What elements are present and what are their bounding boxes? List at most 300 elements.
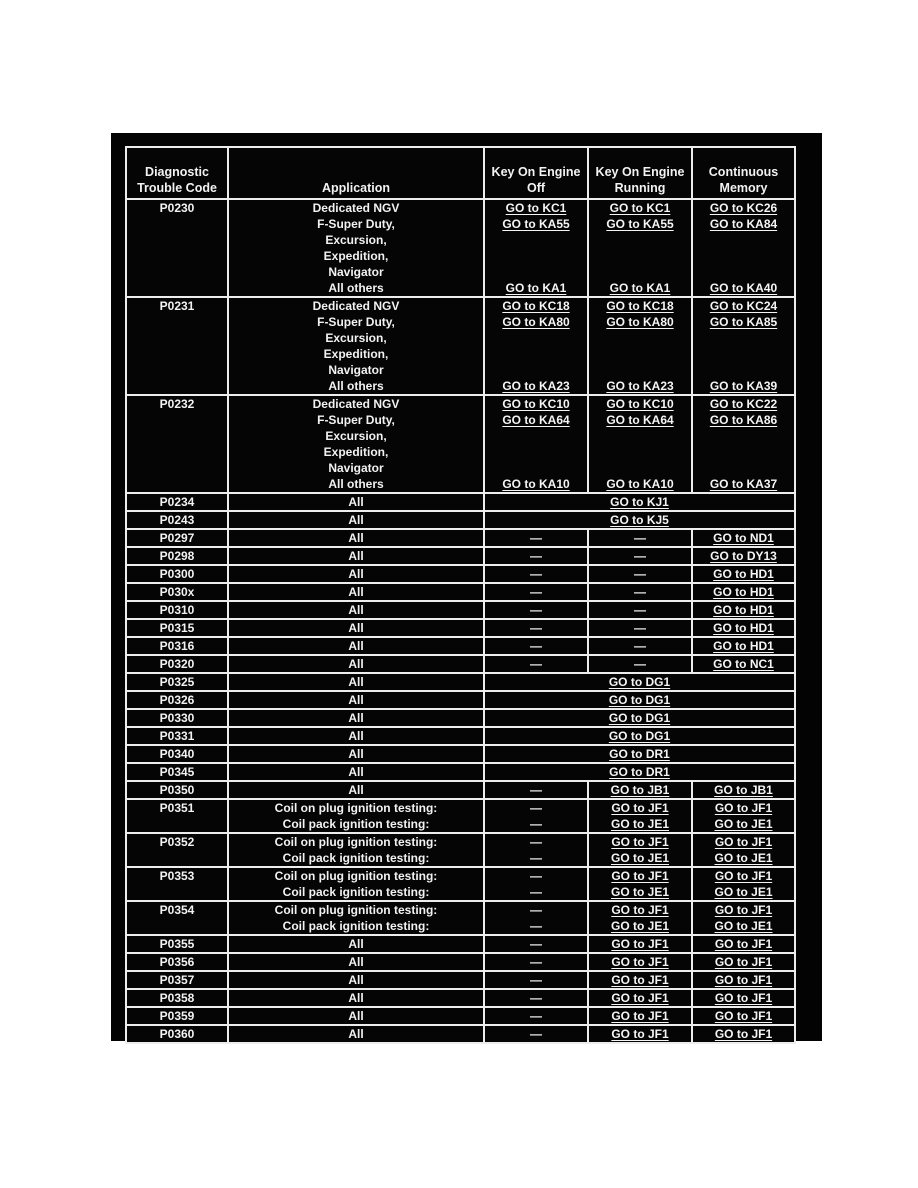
go-to-link[interactable]: GO to JB1 (610, 783, 670, 797)
go-to-link[interactable]: GO to DG1 (608, 675, 671, 689)
go-to-link[interactable]: GO to JF1 (611, 1027, 669, 1041)
go-to-link[interactable]: GO to KA85 (709, 315, 778, 329)
merged-go-cell (484, 493, 795, 511)
go-to-link[interactable]: GO to KA1 (609, 281, 671, 295)
cell-line: Coil on plug ignition testing: (274, 835, 438, 849)
column-header-continuous-memory (692, 147, 795, 199)
go-to-link[interactable]: GO to KC10 (606, 397, 674, 411)
cell-line (485, 314, 587, 330)
go-to-link[interactable]: GO to KC18 (502, 299, 570, 313)
empty-line (693, 460, 794, 476)
application-cell (228, 867, 484, 901)
go-to-link[interactable]: GO to DR1 (609, 747, 670, 761)
empty-line (589, 362, 691, 378)
go-to-link[interactable]: GO to JF1 (714, 991, 773, 1005)
go-to-link[interactable]: GO to JE1 (610, 851, 669, 865)
go-to-link[interactable]: GO to JF1 (714, 955, 773, 969)
cell-line (589, 936, 691, 952)
go-to-link[interactable]: GO to KC1 (609, 201, 671, 215)
go-to-link[interactable]: GO to JF1 (611, 937, 669, 951)
dtc-code: P0243 (159, 513, 195, 527)
go-to-link[interactable]: GO to JF1 (714, 869, 773, 883)
cell-line: All (348, 567, 364, 581)
merged-go-cell (484, 511, 795, 529)
table-row (126, 637, 795, 655)
cell-line (693, 656, 794, 672)
key-on-engine-running-cell (588, 867, 692, 901)
cell-line (693, 1026, 794, 1042)
cell-line (485, 764, 794, 780)
cell-line (693, 530, 794, 546)
cell-line (589, 476, 691, 492)
go-to-link[interactable]: GO to JE1 (714, 919, 773, 933)
key-on-engine-off-cell (484, 971, 588, 989)
go-to-link[interactable]: GO to KA84 (709, 217, 778, 231)
dtc-code: P0358 (159, 991, 195, 1005)
go-to-link[interactable]: GO to JF1 (611, 835, 669, 849)
table-row (126, 529, 795, 547)
cell-line: Excursion, (325, 331, 387, 345)
cell-line (589, 884, 691, 900)
go-to-link[interactable]: GO to HD1 (713, 621, 774, 635)
dtc-code-cell (126, 601, 228, 619)
empty-line (693, 428, 794, 444)
cell-line: All (348, 937, 364, 951)
empty-line (485, 232, 587, 248)
application-cell (228, 935, 484, 953)
dtc-code: P0352 (159, 835, 195, 849)
cell-line (589, 298, 691, 314)
key-on-engine-running-cell (588, 529, 692, 547)
cell-line (485, 494, 794, 510)
continuous-memory-cell (692, 619, 795, 637)
key-on-engine-off-cell (484, 395, 588, 493)
cell-line: Coil pack ignition testing: (282, 851, 430, 865)
go-to-link[interactable]: GO to KC24 (709, 299, 778, 313)
go-to-link[interactable]: GO to KC10 (502, 397, 570, 411)
cell-line (693, 476, 794, 492)
go-to-link[interactable]: GO to KA1 (505, 281, 567, 295)
cell-line: Coil pack ignition testing: (282, 919, 430, 933)
go-to-link[interactable]: GO to DG1 (608, 729, 671, 743)
go-to-link[interactable]: GO to JF1 (611, 903, 669, 917)
cell-line: — (530, 801, 542, 815)
go-to-link[interactable]: GO to KA40 (709, 281, 778, 295)
go-to-link[interactable]: GO to KA64 (606, 413, 674, 427)
empty-line (693, 362, 794, 378)
cell-line: — (530, 585, 542, 599)
key-on-engine-running-cell (588, 395, 692, 493)
cell-line (589, 378, 691, 394)
cell-line: — (634, 621, 646, 635)
cell-line: Coil pack ignition testing: (282, 817, 430, 831)
key-on-engine-off-cell (484, 655, 588, 673)
dtc-code: P0315 (159, 621, 195, 635)
cell-line: Expedition, (323, 249, 389, 263)
cell-line (485, 746, 794, 762)
application-cell (228, 1007, 484, 1025)
cell-line (693, 884, 794, 900)
continuous-memory-cell (692, 583, 795, 601)
go-to-link[interactable]: GO to JF1 (714, 973, 773, 987)
application-cell (228, 691, 484, 709)
key-on-engine-running-cell (588, 935, 692, 953)
cell-line: All (348, 621, 364, 635)
cell-line: — (634, 639, 646, 653)
continuous-memory-cell (692, 1025, 795, 1043)
go-to-link[interactable]: GO to KA39 (709, 379, 778, 393)
cell-line: All others (328, 281, 384, 295)
go-to-link[interactable]: GO to KA64 (502, 413, 570, 427)
go-to-link[interactable]: GO to KA55 (502, 217, 570, 231)
empty-line (485, 362, 587, 378)
application-cell (228, 763, 484, 781)
dtc-code: P0234 (159, 495, 195, 509)
table-row (126, 395, 795, 493)
dtc-code: P0355 (159, 937, 195, 951)
table-row (126, 709, 795, 727)
cell-line: — (530, 621, 542, 635)
key-on-engine-running-cell (588, 799, 692, 833)
go-to-link[interactable]: GO to HD1 (713, 639, 774, 653)
cell-line (693, 782, 794, 798)
dtc-code: P0232 (159, 397, 195, 411)
dtc-code: P0354 (159, 903, 195, 917)
go-to-link[interactable]: GO to JF1 (714, 1027, 773, 1041)
merged-go-cell (484, 673, 795, 691)
go-to-link[interactable]: GO to KA10 (606, 477, 674, 491)
go-to-link[interactable]: GO to JF1 (611, 973, 669, 987)
go-to-link[interactable]: GO to JF1 (611, 801, 669, 815)
key-on-engine-off-cell (484, 989, 588, 1007)
table-row (126, 781, 795, 799)
header-line: Application (321, 181, 391, 195)
empty-line (693, 248, 794, 264)
key-on-engine-running-cell (588, 901, 692, 935)
go-to-link[interactable]: GO to KC1 (505, 201, 567, 215)
empty-line (589, 444, 691, 460)
cell-line (485, 412, 587, 428)
go-to-link[interactable]: GO to JE1 (714, 817, 773, 831)
go-to-link[interactable]: GO to JF1 (611, 955, 669, 969)
continuous-memory-cell (692, 971, 795, 989)
application-cell (228, 781, 484, 799)
cell-line: All (348, 513, 364, 527)
dtc-code: P0326 (159, 693, 195, 707)
dtc-code-cell (126, 1025, 228, 1043)
continuous-memory-cell (692, 547, 795, 565)
key-on-engine-off-cell (484, 935, 588, 953)
cell-line (693, 902, 794, 918)
dtc-code: P0359 (159, 1009, 195, 1023)
cell-line (589, 902, 691, 918)
cell-line (589, 280, 691, 296)
cell-line (693, 602, 794, 618)
key-on-engine-running-cell (588, 583, 692, 601)
cell-line (693, 1008, 794, 1024)
table-row (126, 1007, 795, 1025)
go-to-link[interactable]: GO to KA23 (502, 379, 570, 393)
go-to-link[interactable]: GO to JF1 (714, 1009, 773, 1023)
key-on-engine-running-cell (588, 297, 692, 395)
cell-line (589, 850, 691, 866)
continuous-memory-cell (692, 637, 795, 655)
application-cell (228, 565, 484, 583)
merged-go-cell (484, 727, 795, 745)
cell-line (693, 816, 794, 832)
cell-line: — (530, 937, 542, 951)
table-row (126, 511, 795, 529)
cell-line: — (530, 1027, 542, 1041)
cell-line (485, 728, 794, 744)
cell-line (693, 868, 794, 884)
go-to-link[interactable]: GO to JF1 (714, 835, 773, 849)
key-on-engine-off-cell (484, 601, 588, 619)
table-row (126, 493, 795, 511)
go-to-link[interactable]: GO to JF1 (611, 869, 669, 883)
application-cell (228, 583, 484, 601)
go-to-link[interactable]: GO to DR1 (609, 765, 670, 779)
cell-line: — (530, 783, 542, 797)
empty-line (693, 232, 794, 248)
application-cell (228, 673, 484, 691)
cell-line: Coil on plug ignition testing: (274, 801, 438, 815)
go-to-link[interactable]: GO to KC26 (709, 201, 778, 215)
dtc-code-cell (126, 935, 228, 953)
go-to-link[interactable]: GO to JF1 (714, 937, 773, 951)
cell-line (693, 834, 794, 850)
continuous-memory-cell (692, 655, 795, 673)
cell-line: — (530, 639, 542, 653)
dtc-code-cell (126, 395, 228, 493)
go-to-link[interactable]: GO to NC1 (713, 657, 774, 671)
dtc-code-cell (126, 1007, 228, 1025)
cell-line: — (530, 531, 542, 545)
key-on-engine-off-cell (484, 199, 588, 297)
header-line: Running (614, 181, 666, 195)
cell-line (693, 954, 794, 970)
go-to-link[interactable]: GO to ND1 (713, 531, 774, 545)
go-to-link[interactable]: GO to JE1 (714, 885, 773, 899)
empty-line (485, 264, 587, 280)
application-cell (228, 1025, 484, 1043)
empty-line (485, 346, 587, 362)
empty-line (589, 264, 691, 280)
go-to-link[interactable]: GO to KA86 (709, 413, 778, 427)
table-row (126, 583, 795, 601)
table-row (126, 547, 795, 565)
continuous-memory-cell (692, 199, 795, 297)
dtc-code: P0357 (159, 973, 195, 987)
cell-line (693, 566, 794, 582)
cell-line (589, 868, 691, 884)
cell-line (693, 396, 794, 412)
go-to-link[interactable]: GO to KA80 (502, 315, 570, 329)
go-to-link[interactable]: GO to JE1 (714, 851, 773, 865)
dtc-code: P0297 (159, 531, 195, 545)
cell-line: All (348, 531, 364, 545)
merged-go-cell (484, 709, 795, 727)
go-to-link[interactable]: GO to JF1 (714, 801, 773, 815)
cell-line (589, 954, 691, 970)
dtc-code-cell (126, 691, 228, 709)
go-to-link[interactable]: GO to JB1 (714, 783, 773, 797)
cell-line: — (530, 603, 542, 617)
key-on-engine-off-cell (484, 565, 588, 583)
cell-line (485, 710, 794, 726)
continuous-memory-cell (692, 953, 795, 971)
cell-line: — (634, 549, 646, 563)
dtc-code-cell (126, 745, 228, 763)
table-row (126, 601, 795, 619)
key-on-engine-off-cell (484, 637, 588, 655)
cell-line: All (348, 729, 364, 743)
dtc-code-cell (126, 529, 228, 547)
dtc-code-cell (126, 709, 228, 727)
application-cell (228, 833, 484, 867)
go-to-link[interactable]: GO to KA80 (606, 315, 674, 329)
dtc-code-cell (126, 511, 228, 529)
empty-line (589, 330, 691, 346)
go-to-link[interactable]: GO to JE1 (610, 885, 669, 899)
go-to-link[interactable]: GO to HD1 (713, 567, 774, 581)
key-on-engine-running-cell (588, 655, 692, 673)
go-to-link[interactable]: GO to KC18 (606, 299, 674, 313)
table-row (126, 745, 795, 763)
go-to-link[interactable]: GO to KC22 (709, 397, 778, 411)
header-row (126, 147, 795, 199)
cell-line: F-Super Duty, (317, 315, 395, 329)
table-row (126, 727, 795, 745)
table-row (126, 297, 795, 395)
empty-line (693, 444, 794, 460)
go-to-link[interactable]: GO to KA23 (606, 379, 674, 393)
cell-line: All (348, 991, 364, 1005)
empty-line (693, 264, 794, 280)
header-line: Memory (719, 181, 768, 195)
go-to-link[interactable]: GO to JF1 (611, 991, 669, 1005)
key-on-engine-running-cell (588, 601, 692, 619)
cell-line: — (634, 567, 646, 581)
cell-line: — (530, 851, 542, 865)
empty-line (693, 346, 794, 362)
key-on-engine-off-cell (484, 901, 588, 935)
go-to-link[interactable]: GO to JF1 (611, 1009, 669, 1023)
go-to-link[interactable]: GO to HD1 (713, 603, 774, 617)
cell-line (589, 990, 691, 1006)
dtc-code-cell (126, 673, 228, 691)
dtc-code: P0350 (159, 783, 195, 797)
dtc-code: P0320 (159, 657, 195, 671)
key-on-engine-running-cell (588, 565, 692, 583)
cell-line: Excursion, (325, 233, 387, 247)
key-on-engine-off-cell (484, 867, 588, 901)
key-on-engine-off-cell (484, 297, 588, 395)
header-line: Trouble Code (137, 181, 217, 195)
go-to-link[interactable]: GO to HD1 (713, 585, 774, 599)
cell-line: — (530, 973, 542, 987)
key-on-engine-running-cell (588, 833, 692, 867)
table-row (126, 799, 795, 833)
continuous-memory-cell (692, 565, 795, 583)
application-cell (228, 395, 484, 493)
cell-line: All (348, 955, 364, 969)
application-cell (228, 493, 484, 511)
dtc-table (125, 146, 796, 1044)
go-to-link[interactable]: GO to DG1 (608, 711, 671, 725)
go-to-link[interactable]: GO to KJ5 (610, 513, 669, 527)
go-to-link[interactable]: GO to JF1 (714, 903, 773, 917)
table-row (126, 1025, 795, 1043)
go-to-link[interactable]: GO to DY13 (710, 549, 777, 563)
go-to-link[interactable]: GO to KA55 (606, 217, 674, 231)
cell-line (589, 972, 691, 988)
cell-line: Navigator (328, 461, 384, 475)
dtc-code-cell (126, 901, 228, 935)
application-cell (228, 601, 484, 619)
dtc-code-cell (126, 493, 228, 511)
cell-line: All (348, 675, 364, 689)
application-cell (228, 971, 484, 989)
go-to-link[interactable]: GO to DG1 (608, 693, 671, 707)
dtc-code-cell (126, 867, 228, 901)
cell-line: All (348, 657, 364, 671)
application-cell (228, 953, 484, 971)
cell-line (693, 200, 794, 216)
cell-line (589, 412, 691, 428)
continuous-memory-cell (692, 529, 795, 547)
continuous-memory-cell (692, 833, 795, 867)
application-cell (228, 655, 484, 673)
key-on-engine-running-cell (588, 989, 692, 1007)
cell-line: All others (328, 379, 384, 393)
cell-line (693, 412, 794, 428)
dtc-code: P0300 (159, 567, 195, 581)
cell-line: — (530, 657, 542, 671)
continuous-memory-cell (692, 1007, 795, 1025)
key-on-engine-off-cell (484, 1025, 588, 1043)
cell-line (693, 850, 794, 866)
cell-line: — (530, 955, 542, 969)
cell-line: Expedition, (323, 445, 389, 459)
continuous-memory-cell (692, 901, 795, 935)
dtc-code-cell (126, 763, 228, 781)
go-to-link[interactable]: GO to KA37 (709, 477, 778, 491)
go-to-link[interactable]: GO to KJ1 (610, 495, 669, 509)
key-on-engine-running-cell (588, 953, 692, 971)
cell-line (485, 298, 587, 314)
key-on-engine-running-cell (588, 619, 692, 637)
cell-line: F-Super Duty, (317, 217, 395, 231)
go-to-link[interactable]: GO to KA10 (502, 477, 570, 491)
dtc-code: P0310 (159, 603, 195, 617)
key-on-engine-off-cell (484, 529, 588, 547)
cell-line: — (530, 885, 542, 899)
cell-line (693, 936, 794, 952)
cell-line: Coil on plug ignition testing: (274, 869, 438, 883)
go-to-link[interactable]: GO to JE1 (610, 919, 669, 933)
cell-line (485, 280, 587, 296)
go-to-link[interactable]: GO to JE1 (610, 817, 669, 831)
dtc-code: P0230 (159, 201, 195, 215)
cell-line (485, 692, 794, 708)
cell-line: Excursion, (325, 429, 387, 443)
header-line: Continuous (708, 165, 779, 179)
cell-line (485, 216, 587, 232)
application-cell (228, 619, 484, 637)
cell-line: All (348, 973, 364, 987)
cell-line: — (634, 657, 646, 671)
